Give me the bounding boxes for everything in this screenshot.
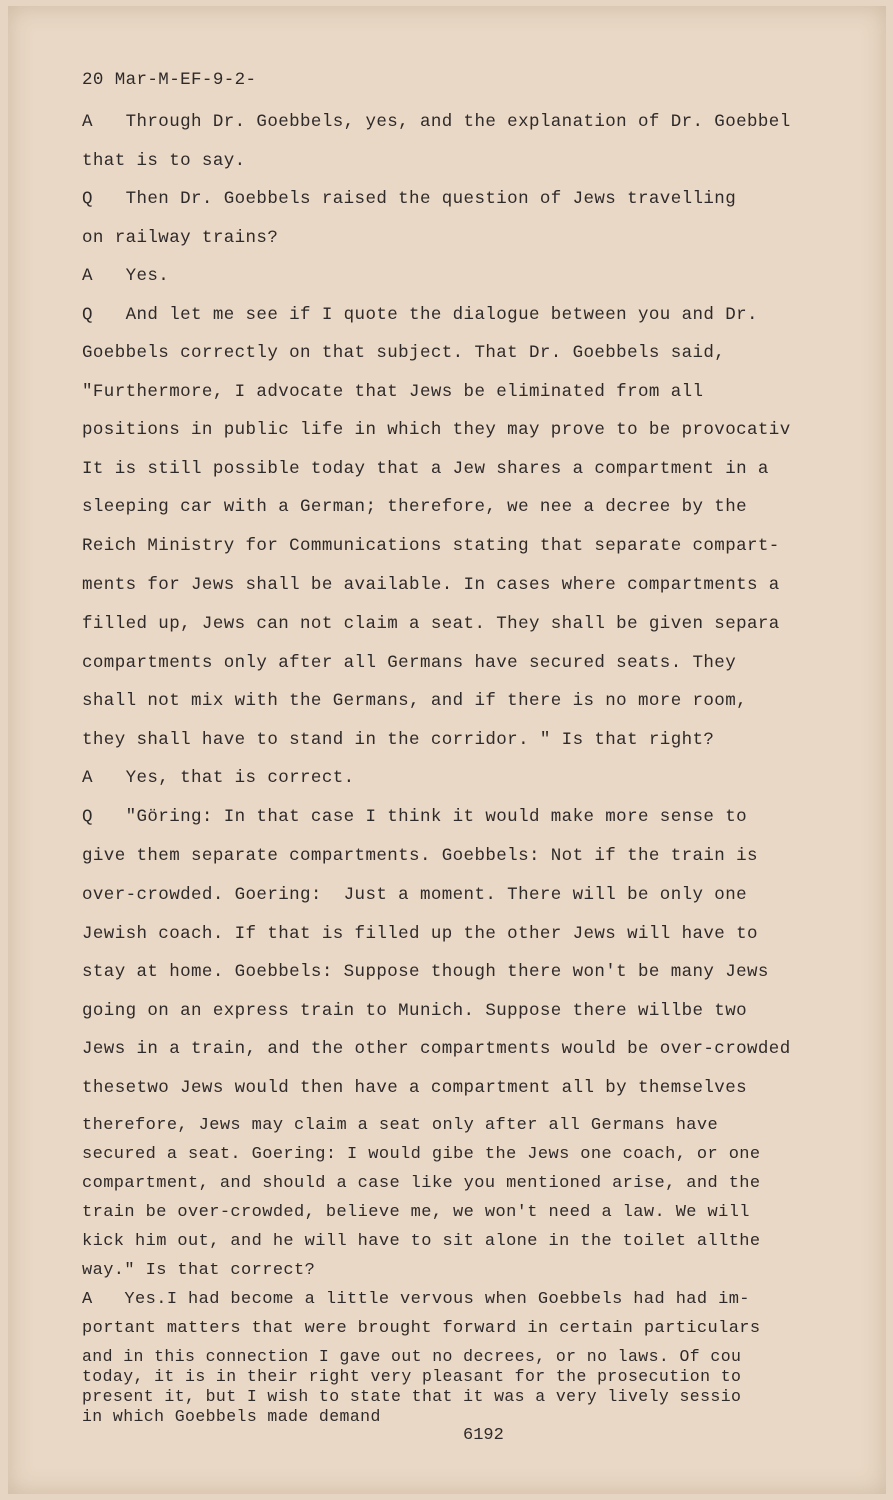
- text-line: positions in public life in which they may prove to be provocativ: [82, 420, 791, 440]
- text-line: Q And let me see if I quote the dialogue between you and Dr.: [82, 305, 758, 325]
- text-line: compartment, and should a case like you mentioned arise, and the: [82, 1174, 761, 1193]
- text-line: present it, but I wish to state that it was a very lively sessio: [82, 1387, 742, 1406]
- text-line: train be over-crowded, believe me, we won't need a law. We will: [82, 1203, 750, 1222]
- text-line: A Through Dr. Goebbels, yes, and the explanation of Dr. Goebbel: [82, 112, 791, 132]
- text-line: way." Is that correct?: [82, 1261, 316, 1280]
- text-line: Q Then Dr. Goebbels raised the question of Jews travelling: [82, 189, 737, 209]
- text-line: Jewish coach. If that is filled up the other Jews will have to: [82, 924, 758, 944]
- page-number: 6192: [463, 1426, 504, 1445]
- text-line: stay at home. Goebbels: Suppose though there won't be many Jews: [82, 962, 769, 982]
- text-line: A Yes.: [82, 266, 170, 286]
- text-line: today, it is in their right very pleasant for the prosecution to: [82, 1367, 742, 1386]
- text-line: A Yes.I had become a little vervous when Goebbels had had im-: [82, 1290, 750, 1309]
- text-line: kick him out, and he will have to sit alone in the toilet allthe: [82, 1232, 761, 1251]
- text-line: secured a seat. Goering: I would gibe the Jews one coach, or one: [82, 1145, 761, 1164]
- text-line: they shall have to stand in the corridor. " Is that right?: [82, 730, 715, 750]
- document-page: [8, 6, 886, 1494]
- text-line: going on an express train to Munich. Suppose there willbe two: [82, 1001, 748, 1021]
- text-line: shall not mix with the Germans, and if there is no more room,: [82, 691, 748, 711]
- text-line: Reich Ministry for Communications stating that separate compart-: [82, 536, 780, 556]
- text-line: Goebbels correctly on that subject. That Dr. Goebbels said,: [82, 343, 726, 363]
- text-line: portant matters that were brought forward in certain particulars: [82, 1319, 761, 1338]
- text-line: ments for Jews shall be available. In cases where compartments a: [82, 575, 780, 595]
- text-line: compartments only after all Germans have secured seats. They: [82, 653, 737, 673]
- text-line: on railway trains?: [82, 228, 279, 248]
- text-line: therefore, Jews may claim a seat only after all Germans have: [82, 1116, 719, 1135]
- text-line: Q "Göring: In that case I think it would make more sense to: [82, 807, 748, 827]
- text-line: sleeping car with a German; therefore, we nee a decree by the: [82, 497, 748, 517]
- text-line: over-crowded. Goering: Just a moment. There will be only one: [82, 885, 748, 905]
- text-line: A Yes, that is correct.: [82, 768, 355, 788]
- document-header: 20 Mar-M-EF-9-2-: [82, 70, 257, 90]
- text-line: "Furthermore, I advocate that Jews be eliminated from all: [82, 382, 704, 402]
- text-line: give them separate compartments. Goebbels: Not if the train is: [82, 846, 758, 866]
- text-line: in which Goebbels made demand: [82, 1407, 381, 1426]
- text-line: and in this connection I gave out no decrees, or no laws. Of cou: [82, 1347, 742, 1366]
- text-line: thesetwo Jews would then have a compartment all by themselves: [82, 1078, 748, 1098]
- text-line: that is to say.: [82, 151, 246, 171]
- text-line: It is still possible today that a Jew shares a compartment in a: [82, 459, 769, 479]
- text-line: filled up, Jews can not claim a seat. They shall be given separa: [82, 614, 780, 634]
- text-line: Jews in a train, and the other compartments would be over-crowded: [82, 1039, 791, 1059]
